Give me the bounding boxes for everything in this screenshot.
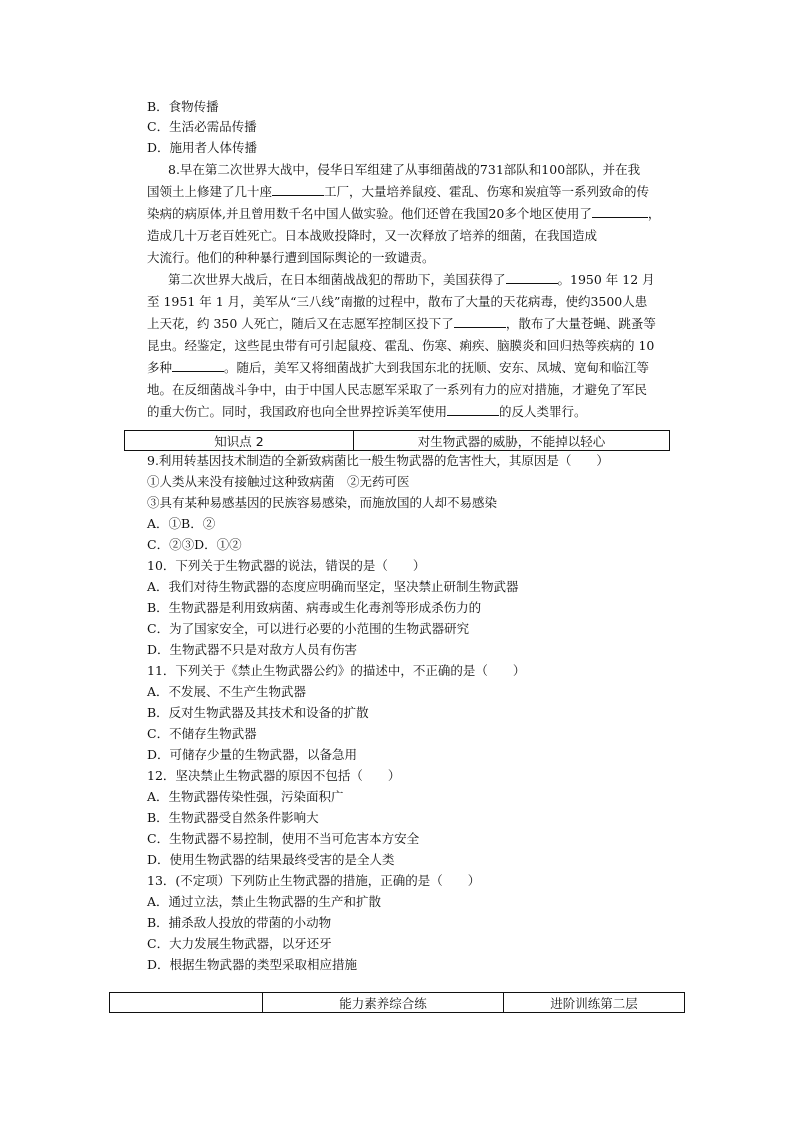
answer-blank [454,315,506,328]
q7-option-b: B．食物传播 [147,99,219,114]
answer-blank [592,205,648,218]
question-line: B．捕杀敌人投放的带菌的小动物 [147,915,332,930]
question-line: B．生物武器是利用致病菌、病毒或生化毒剂等形成杀伤力的 [147,600,482,615]
q8-line [147,314,656,334]
q8-line: 至 1951 年 1 月，美军从“三八线”南撤的过程中，散布了大量的天花病毒，使约3500人患 [147,294,648,309]
knowledge-point-label: 知识点 2 [125,431,354,451]
question-line: D．生物武器不只是对敌方人员有伤害 [147,642,358,657]
q8-line [168,270,655,290]
question-line: ③具有某种易感基因的民族容易感染，而施放国的人却不易感染 [147,495,498,510]
section-footer-table [109,992,685,1013]
question-line: B．反对生物武器及其技术和设备的扩散 [147,705,369,720]
q8-text: 第二次世界大战后，在日本细菌战战犯的帮助下，美国获得了 [168,272,506,287]
answer-blank [172,359,224,372]
answer-blank [506,271,558,284]
question-line: A．生物武器传染性强，污染面积广 [147,789,344,804]
q8-line: 8.早在第二次世界大战中，侵华日军组建了从事细菌战的731部队和100部队，并在我 [168,162,641,177]
question-line: A．通过立法，禁止生物武器的生产和扩散 [147,894,382,909]
question-line: A．我们对待生物武器的态度应明确而坚定，坚决禁止研制生物武器 [147,579,519,594]
q8-text: ，散布了大量苍蝇、跳蚤等 [505,316,656,331]
question-line: C．生物武器不易控制，使用不当可危害本方安全 [147,831,420,846]
q8-text: 多种 [147,360,173,375]
q8-text: 的反人类罪行。 [499,404,587,419]
q8-line: 昆虫。经鉴定，这些昆虫带有可引起鼠疫、霍乱、伤寒、痢疾、脑膜炎和回归热等疾病的 10 [147,338,655,353]
question-line: C．②③D．①② [147,537,242,552]
question-line: A．①B．② [147,516,216,531]
q8-text: 。随后，美军又将细菌战扩大到我国东北的抚顺、安东、凤城、宽甸和临江等 [224,360,650,375]
question-line: D．根据生物武器的类型采取相应措施 [147,957,358,972]
question-line: C．不储存生物武器 [147,726,257,741]
knowledge-point-table [124,430,670,451]
question-line: C．为了国家安全，可以进行必要的小范围的生物武器研究 [147,621,470,636]
question-line: 12．坚决禁止生物武器的原因不包括（ ） [147,768,401,783]
question-line: 13．(不定项）下列防止生物武器的措施，正确的是（ ） [147,873,481,888]
question-line: B．生物武器受自然条件影响大 [147,810,319,825]
q8-text: 染病的病原体,并且曾用数千名中国人做实验。他们还曾在我国20多个地区使用了 [147,206,592,221]
q8-line: 地。在反细菌战斗争中，由于中国人民志愿军采取了一系列有力的应对措施，才避免了军民 [147,382,648,397]
footer-section-title: 能力素养综合练 [263,993,504,1013]
q8-line [147,204,660,224]
footer-cell-empty [110,993,263,1013]
question-line: 10．下列关于生物武器的说法，错误的是（ ） [147,558,426,573]
q8-text: 工厂，大量培养鼠疫、霍乱、伤寒和炭疽等一系列致命的传 [324,184,650,199]
answer-blank [272,183,324,196]
q8-line [147,358,649,378]
knowledge-point-title: 对生物武器的威胁，不能掉以轻心 [354,431,670,451]
q8-line: 大流行。他们的种种暴行遭到国际舆论的一致谴责。 [147,250,435,265]
question-line: ①人类从来没有接触过这种致病菌 ②无药可医 [147,474,410,489]
q7-option-d: D．施用者人体传播 [147,140,258,155]
question-line: D．使用生物武器的结果最终受害的是全人类 [147,852,395,867]
question-line: 11．下列关于《禁止生物武器公约》的描述中，不正确的是（ ） [147,663,526,678]
question-line: A．不发展、不生产生物武器 [147,684,307,699]
question-line: C．大力发展生物武器，以牙还牙 [147,936,332,951]
footer-level-label: 进阶训练第二层 [504,993,685,1013]
q7-option-c: C．生活必需品传播 [147,119,257,134]
q8-text: 的重大伤亡。同时，我国政府也向全世界控诉美军使用 [147,404,448,419]
answer-blank [447,403,499,416]
q8-line: 造成几十万老百姓死亡。日本战败投降时，又一次释放了培养的细菌，在我国造成 [147,228,598,243]
q8-text: 。1950 年 12 月 [557,272,655,287]
question-line: D．可储存少量的生物武器，以备急用 [147,747,358,762]
q8-text: ， [647,206,661,221]
q8-text: 国领土上修建了几十座 [147,184,273,199]
question-line: 9.利用转基因技术制造的全新致病菌比一般生物武器的危害性大，其原因是（ ） [147,453,609,468]
q8-line [147,182,649,202]
q8-line [147,402,587,422]
q8-text: 上天花，约 350 人死亡，随后又在志愿军控制区投下了 [147,316,454,331]
